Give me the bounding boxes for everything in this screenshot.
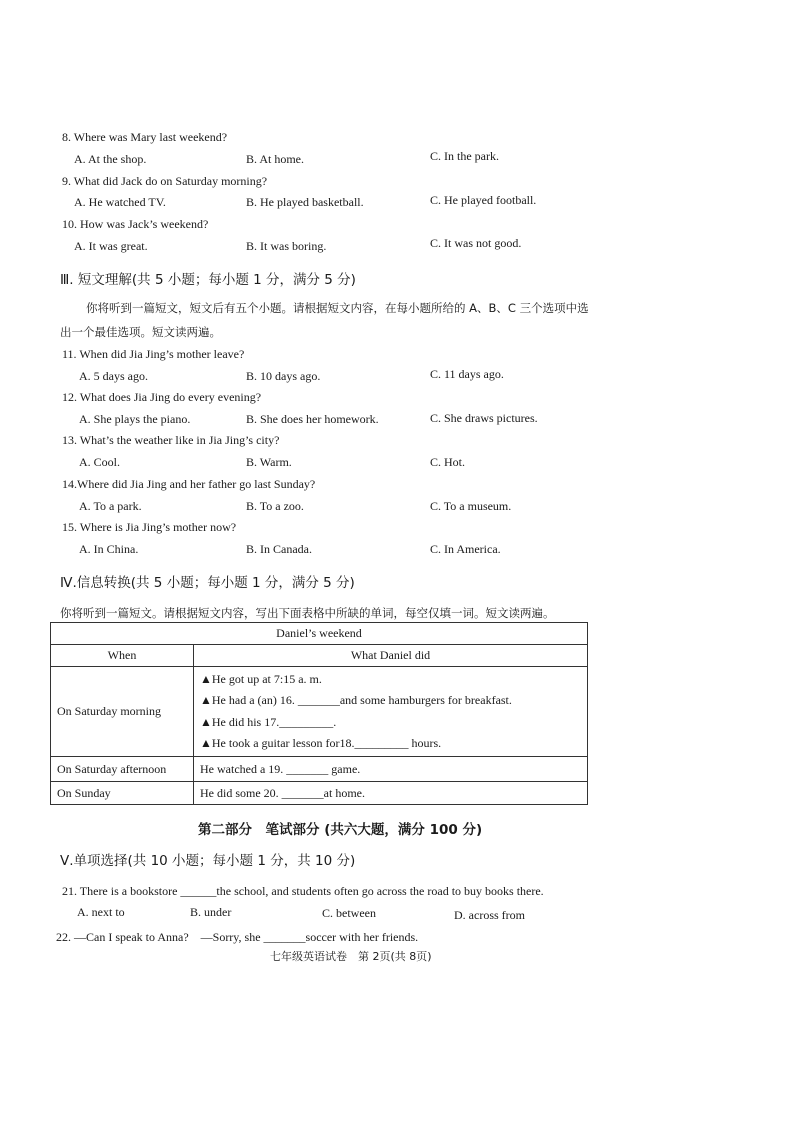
section-4-instruction: 你将听到一篇短文。请根据短文内容，写出下面表格中所缺的单词，每空仅填一词。短文读两遍。 [60,606,555,620]
question-15: 15. Where is Jia Jing’s mother now? [62,520,237,534]
table-row1-what [194,667,588,757]
question-8: 8. Where was Mary last weekend? [62,130,228,144]
section-4-title: Ⅳ.信息转换(共 5 小题；每小题 1 分，满分 5 分) [60,575,355,591]
q15-option-b: B. In Canada. [246,542,312,556]
table-row1-item: ▲He did his 17._________. [200,714,337,729]
part-2-title: 第二部分 笔试部分 (共六大题，满分 100 分) [198,822,483,838]
q8-option-b: B. At home. [246,152,305,166]
q11-option-c: C. 11 days ago. [430,367,504,381]
table-caption: Daniel’s weekend [51,623,588,645]
table-row1-item: ▲He had a (an) 16. _______and some hamburgers for breakfast. [200,693,512,707]
question-10: 10. How was Jack’s weekend? [62,217,209,231]
q8-option-c: C. In the park. [430,149,499,163]
section-3-instruction-line2: 出一个最佳选项。短文读两遍。 [60,325,221,339]
q9-option-c: C. He played football. [430,193,537,207]
section-5-title: Ⅴ.单项选择(共 10 小题；每小题 1 分，共 10 分) [60,853,356,869]
q21-option-a: A. next to [77,905,125,919]
q15-option-c: C. In America. [430,542,501,556]
q11-option-b: B. 10 days ago. [246,369,321,383]
q21-option-b: B. under [190,905,232,919]
question-9: 9. What did Jack do on Saturday morning? [62,174,268,188]
q15-option-a: A. In China. [79,542,139,556]
question-11: 11. When did Jia Jing’s mother leave? [62,347,245,361]
q13-option-c: C. Hot. [430,455,466,469]
table-row2-when: On Saturday afternoon [51,757,194,782]
table-row3-what: He did some 20. _______at home. [194,782,588,805]
table-header-what: What Daniel did [194,645,588,667]
q13-option-a: A. Cool. [79,455,121,469]
q9-option-b: B. He played basketball. [246,195,364,209]
section-3-instruction-line1: 你将听到一篇短文，短文后有五个小题。请根据短文内容，在每小题所给的 A、B、C 三个选项中选 [86,301,589,315]
table-row1-item: ▲He got up at 7:15 a. m. [200,671,322,686]
q10-option-c: C. It was not good. [430,236,522,250]
page-footer: 七年级英语试卷 第 2页(共 8页) [270,950,432,963]
q21-option-c: C. between [322,906,376,920]
q8-option-a: A. At the shop. [74,152,147,166]
q10-option-a: A. It was great. [74,239,148,253]
q14-option-b: B. To a zoo. [246,499,304,513]
table-row1-when: On Saturday morning [51,667,194,757]
q11-option-a: A. 5 days ago. [79,369,148,383]
question-22: 22. —Can I speak to Anna? —Sorry, she _______soccer with her friends. [56,930,419,944]
question-12: 12. What does Jia Jing do every evening? [62,390,262,404]
q10-option-b: B. It was boring. [246,239,327,253]
q12-option-a: A. She plays the piano. [79,412,191,426]
table-row2-what: He watched a 19. _______ game. [194,757,588,782]
question-13: 13. What’s the weather like in Jia Jing’s city? [62,433,280,447]
q14-option-a: A. To a park. [79,499,142,513]
section-3-title: Ⅲ. 短文理解(共 5 小题；每小题 1 分，满分 5 分) [60,272,356,288]
table-row3-when: On Sunday [51,782,194,805]
question-21: 21. There is a bookstore ______the school, and students often go across the road to buy books there. [62,884,544,898]
table-row1-item: ▲He took a guitar lesson for18._________ hours. [200,736,442,750]
daniel-weekend-table [50,622,588,805]
q12-option-b: B. She does her homework. [246,412,379,426]
question-14: 14.Where did Jia Jing and her father go last Sunday? [62,477,316,491]
q14-option-c: C. To a museum. [430,499,512,513]
q21-option-d: D. across from [454,908,525,922]
table-header-when: When [51,645,194,667]
q9-option-a: A. He watched TV. [74,195,166,209]
q12-option-c: C. She draws pictures. [430,411,538,425]
q13-option-b: B. Warm. [246,455,292,469]
